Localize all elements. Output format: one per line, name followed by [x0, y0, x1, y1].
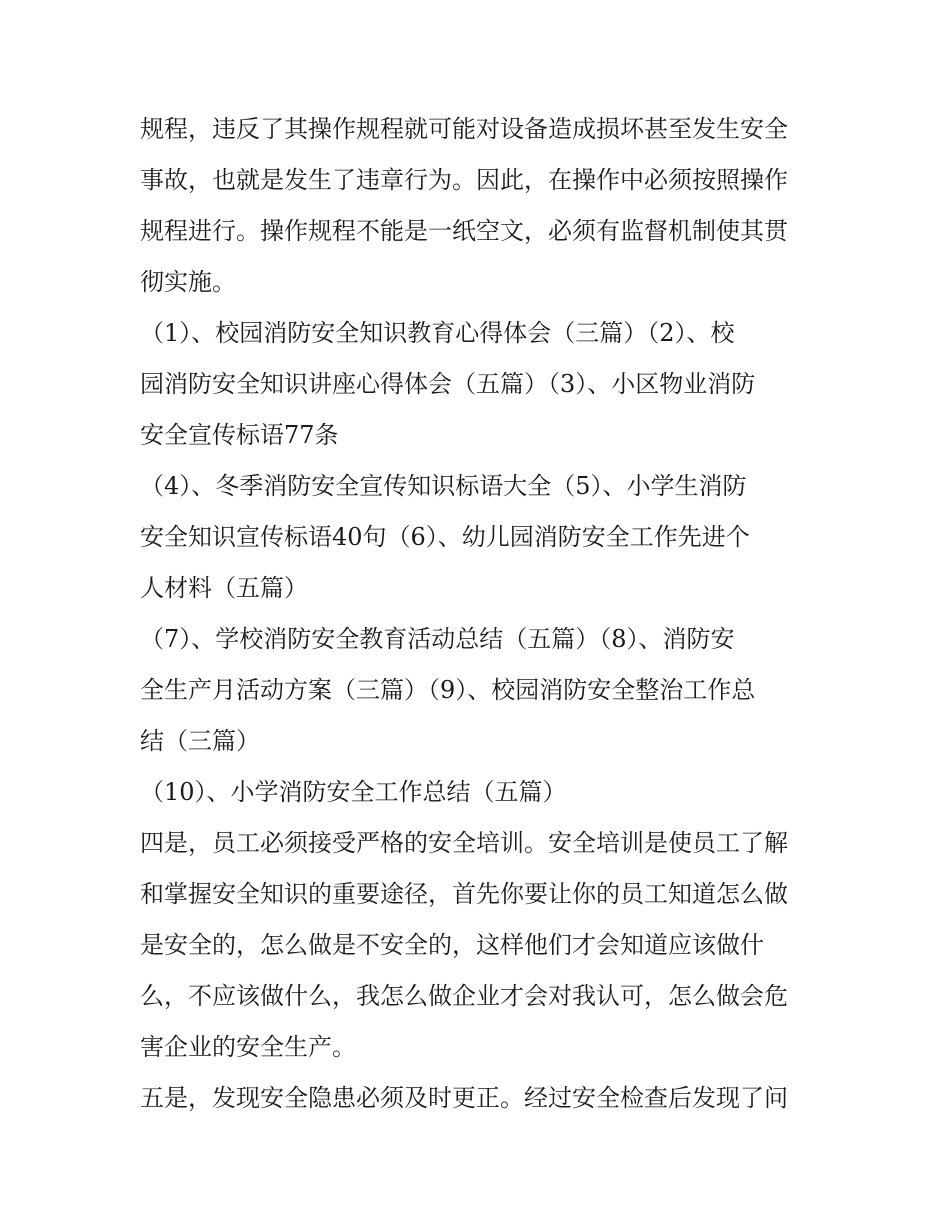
text-line: 彻实施。	[140, 268, 236, 296]
list-line: 人材料（五篇）	[140, 574, 308, 602]
text-line: 规程，违反了其操作规程就可能对设备造成损坏甚至发生安全	[140, 115, 788, 143]
list-line: 园消防安全知识讲座心得体会（五篇）（3）、小区物业消防	[140, 370, 756, 398]
list-line: 全生产月活动方案（三篇）（9）、校园消防安全整治工作总	[140, 676, 756, 704]
document-body	[140, 104, 820, 1124]
list-line: （4）、冬季消防安全宣传知识标语大全（5）、小学生消防	[140, 472, 747, 500]
list-line: （10）、小学消防安全工作总结（五篇）	[140, 778, 567, 806]
list-line: 结（三篇）	[140, 727, 260, 755]
list-line: （1）、校园消防安全知识教育心得体会（三篇）（2）、校	[140, 319, 735, 347]
list-line: （7）、学校消防安全教育活动总结（五篇）（8）、消防安	[140, 625, 735, 653]
text-line: 事故，也就是发生了违章行为。因此，在操作中必须按照操作	[140, 166, 788, 194]
text-line: 和掌握安全知识的重要途径，首先你要让你的员工知道怎么做	[140, 880, 788, 908]
list-line: 安全宣传标语77条	[140, 421, 339, 449]
text-line: 害企业的安全生产。	[140, 1033, 356, 1061]
text-line: 五是，发现安全隐患必须及时更正。经过安全检查后发现了问	[140, 1084, 788, 1112]
list-line: 安全知识宣传标语40句（6）、幼儿园消防安全工作先进个	[140, 523, 750, 551]
text-line: 是安全的，怎么做是不安全的，这样他们才会知道应该做什	[140, 931, 764, 959]
text-line: 四是，员工必须接受严格的安全培训。安全培训是使员工了解	[140, 829, 788, 857]
text-line: 规程进行。操作规程不能是一纸空文，必须有监督机制使其贯	[140, 217, 788, 245]
text-line: 么，不应该做什么，我怎么做企业才会对我认可，怎么做会危	[140, 982, 788, 1010]
